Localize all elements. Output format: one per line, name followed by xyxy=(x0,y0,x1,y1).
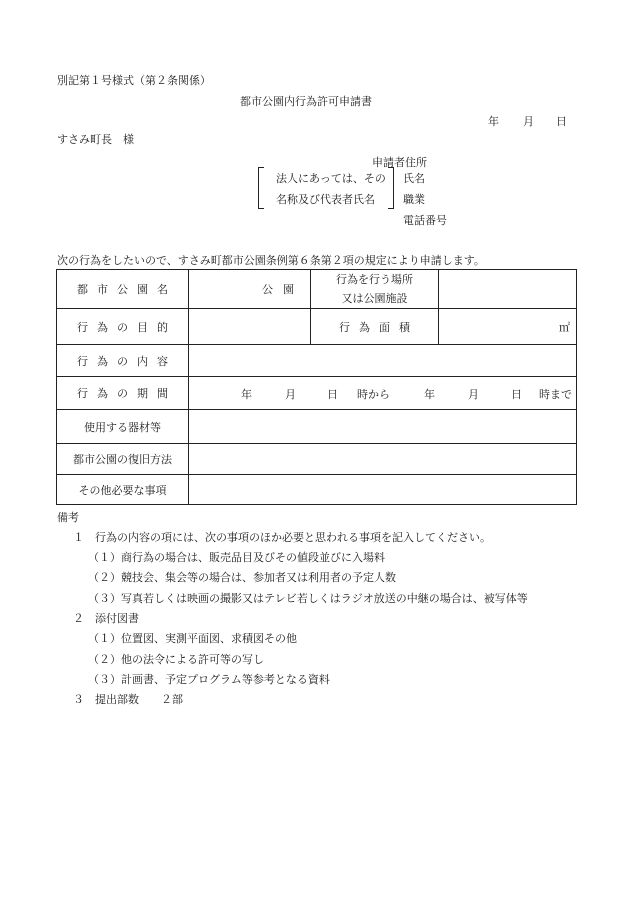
applicant-name-label: 氏名 xyxy=(403,172,425,185)
note-item-1-sub-3: （３）写真若しくは映画の撮影又はテレビ若しくはラジオ放送の中継の場合は、被写体等 xyxy=(88,592,528,605)
addressee: すさみ町長 様 xyxy=(57,133,134,146)
notes-heading: 備考 xyxy=(57,511,79,524)
period-field[interactable] xyxy=(189,377,577,410)
content-label: 行為の内容 xyxy=(57,345,189,377)
note-item-1-sub-1: （１）商行為の場合は、販売品目及びその値段並びに入場料 xyxy=(88,551,385,564)
content-field[interactable] xyxy=(189,345,577,377)
applicant-occupation-label: 職業 xyxy=(403,193,425,206)
row-park-name xyxy=(57,270,577,309)
left-bracket xyxy=(258,167,264,209)
applicant-address-label: 申請者住所 xyxy=(372,156,427,169)
note-item-1-sub-2: （２）競技会、集会等の場合は、参加者又は利用者の予定人数 xyxy=(88,571,396,584)
area-field[interactable] xyxy=(439,309,577,345)
date-month-label: 月 xyxy=(523,115,534,128)
equipment-label: 使用する器材等 xyxy=(57,410,189,444)
period-end-hour: 時まで xyxy=(539,388,572,401)
row-period xyxy=(57,377,577,410)
park-suffix: 公園 xyxy=(262,283,304,296)
applicant-phone-label: 電話番号 xyxy=(403,214,447,227)
period-end-year: 年 xyxy=(424,388,435,401)
period-end-day: 日 xyxy=(511,388,522,401)
restore-label: 都市公園の復旧方法 xyxy=(57,444,189,475)
period-start-month: 月 xyxy=(285,388,296,401)
place-label-line1: 行為を行う場所 xyxy=(336,273,413,286)
note-item-1: １ 行為の内容の項には、次の事項のほか必要と思われる事項を記入してください。 xyxy=(73,531,491,544)
period-start-day: 日 xyxy=(327,388,338,401)
right-bracket xyxy=(388,167,394,209)
restore-field[interactable] xyxy=(189,444,577,475)
date-day-label: 日 xyxy=(556,115,567,128)
period-label: 行為の期間 xyxy=(57,377,189,410)
intro-text: 次の行為をしたいので、すさみ町都市公園条例第６条第２項の規定により申請します。 xyxy=(57,254,485,267)
purpose-field[interactable] xyxy=(189,309,311,345)
note-item-2-sub-1: （１）位置図、実測平面図、求積図その他 xyxy=(88,632,297,645)
purpose-label: 行為の目的 xyxy=(57,309,189,345)
corp-note-line2: 名称及び代表者氏名 xyxy=(276,193,375,206)
area-label: 行為面積 xyxy=(311,309,439,345)
period-start-hour: 時から xyxy=(357,388,390,401)
row-equipment xyxy=(57,410,577,444)
period-parts xyxy=(189,386,576,400)
date-year-label: 年 xyxy=(488,115,499,128)
form-id: 別記第１号様式（第２条関係） xyxy=(57,74,211,87)
period-start-year: 年 xyxy=(241,388,252,401)
other-label: その他必要な事項 xyxy=(57,475,189,505)
period-end-month: 月 xyxy=(468,388,479,401)
note-item-3: ３ 提出部数 ２部 xyxy=(73,693,183,706)
other-field[interactable] xyxy=(189,475,577,505)
park-name-label: 都市公園名 xyxy=(57,270,189,309)
place-label xyxy=(311,270,439,309)
corp-note-line1: 法人にあっては、その xyxy=(276,172,386,185)
page-title: 都市公園内行為許可申請書 xyxy=(240,95,372,108)
note-item-2: ２ 添付図書 xyxy=(73,612,139,625)
row-purpose xyxy=(57,309,577,345)
area-unit: ㎡ xyxy=(559,320,570,334)
application-table xyxy=(56,269,577,505)
row-restore xyxy=(57,444,577,475)
note-item-2-sub-2: （２）他の法令による許可等の写し xyxy=(88,653,264,666)
park-name-field[interactable] xyxy=(189,270,311,309)
row-other xyxy=(57,475,577,505)
equipment-field[interactable] xyxy=(189,410,577,444)
note-item-2-sub-3: （３）計画書、予定プログラム等参考となる資料 xyxy=(88,673,330,686)
row-content xyxy=(57,345,577,377)
place-label-line2: 又は公園施設 xyxy=(341,292,408,305)
place-field[interactable] xyxy=(439,270,577,309)
